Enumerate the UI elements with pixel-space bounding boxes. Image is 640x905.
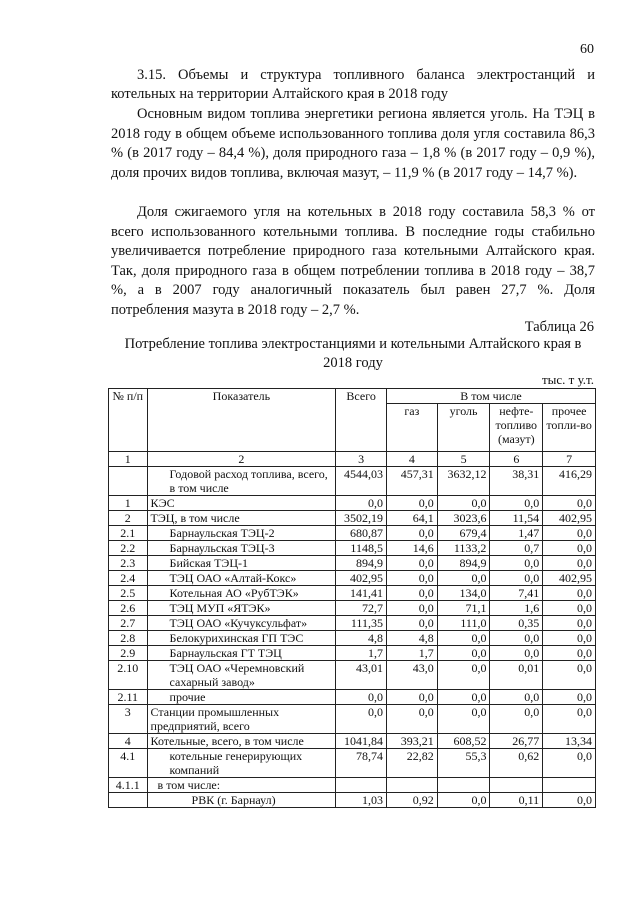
row-total: 0,0 <box>336 496 387 511</box>
table-row <box>109 778 596 793</box>
table-row <box>109 467 596 496</box>
row-other: 0,0 <box>543 616 596 631</box>
row-coal: 0,0 <box>437 793 490 808</box>
row-indicator: котельные генерирующих компаний <box>147 749 336 778</box>
row-num <box>109 793 148 808</box>
row-num: 2 <box>109 511 148 526</box>
header-oil: нефте-топливо (мазут) <box>490 404 543 452</box>
row-coal: 71,1 <box>437 601 490 616</box>
row-oil: 0,0 <box>490 496 543 511</box>
row-other: 402,95 <box>543 511 596 526</box>
row-oil <box>490 778 543 793</box>
table-body <box>109 467 596 808</box>
row-other: 0,0 <box>543 690 596 705</box>
row-gas: 0,0 <box>386 586 437 601</box>
table-row <box>109 586 596 601</box>
row-gas: 0,0 <box>386 571 437 586</box>
table-row <box>109 496 596 511</box>
row-total: 1148,5 <box>336 541 387 556</box>
row-oil: 1,47 <box>490 526 543 541</box>
row-other: 0,0 <box>543 601 596 616</box>
table-units: тыс. т у.т. <box>541 372 594 387</box>
table-row <box>109 601 596 616</box>
row-coal: 0,0 <box>437 631 490 646</box>
row-other: 0,0 <box>543 646 596 661</box>
row-num: 2.9 <box>109 646 148 661</box>
table-row <box>109 556 596 571</box>
row-oil: 11,54 <box>490 511 543 526</box>
row-oil: 0,62 <box>490 749 543 778</box>
row-num: 2.10 <box>109 661 148 690</box>
row-num <box>109 467 148 496</box>
row-gas: 4,8 <box>386 631 437 646</box>
table-row <box>109 511 596 526</box>
row-other: 0,0 <box>543 705 596 734</box>
row-indicator: Годовой расход топлива, всего, в том числе <box>147 467 336 496</box>
paragraph-2: Доля сжигаемого угля на котельных в 2018 году составила 58,3 % от всего использованного котельными топлива. В последние годы стабильно увеличивается потребление природного газа котельными Алтайского края. Так, доля природного газа в общем потреблении топлива в 2018 году – 38,7 %, а в 2007 году аналогичный показатель был равен 27,7 %. Доля потребления мазута в 2018 году – 2,7 %. <box>111 204 595 318</box>
table-row <box>109 690 596 705</box>
row-coal: 679,4 <box>437 526 490 541</box>
row-other: 402,95 <box>543 571 596 586</box>
table-label: Таблица 26 <box>524 319 594 335</box>
row-oil: 7,41 <box>490 586 543 601</box>
col-number: 2 <box>147 452 336 467</box>
table-title: Потребление топлива электростанциями и котельными Алтайского края в 2018 году <box>124 336 582 371</box>
table-row <box>109 526 596 541</box>
row-gas: 14,6 <box>386 541 437 556</box>
row-indicator: прочие <box>147 690 336 705</box>
row-indicator: Бийская ТЭЦ-1 <box>147 556 336 571</box>
row-indicator: в том числе: <box>147 778 336 793</box>
row-indicator: КЭС <box>147 496 336 511</box>
row-indicator: РВК (г. Барнаул) <box>147 793 336 808</box>
row-indicator: ТЭЦ ОАО «Алтай-Кокс» <box>147 571 336 586</box>
table-row <box>109 571 596 586</box>
row-total: 1,03 <box>336 793 387 808</box>
row-gas: 0,92 <box>386 793 437 808</box>
row-coal: 0,0 <box>437 496 490 511</box>
row-num: 3 <box>109 705 148 734</box>
row-coal: 1133,2 <box>437 541 490 556</box>
table-row <box>109 661 596 690</box>
table-row <box>109 749 596 778</box>
row-oil: 0,0 <box>490 631 543 646</box>
header-num: № п/п <box>109 389 148 452</box>
header-coal: уголь <box>437 404 490 452</box>
table-row <box>109 631 596 646</box>
table-row <box>109 734 596 749</box>
row-indicator: ТЭЦ ОАО «Кучуксульфат» <box>147 616 336 631</box>
col-number: 5 <box>437 452 490 467</box>
row-oil: 0,0 <box>490 646 543 661</box>
col-number: 7 <box>543 452 596 467</box>
row-other: 0,0 <box>543 586 596 601</box>
row-other: 416,29 <box>543 467 596 496</box>
row-coal: 894,9 <box>437 556 490 571</box>
row-indicator: ТЭЦ МУП «ЯТЭК» <box>147 601 336 616</box>
row-gas: 64,1 <box>386 511 437 526</box>
row-total: 680,87 <box>336 526 387 541</box>
row-num: 4 <box>109 734 148 749</box>
row-other: 0,0 <box>543 541 596 556</box>
row-other: 13,34 <box>543 734 596 749</box>
row-oil: 26,77 <box>490 734 543 749</box>
table-row <box>109 541 596 556</box>
row-indicator: Барнаульская ГТ ТЭЦ <box>147 646 336 661</box>
row-total: 3502,19 <box>336 511 387 526</box>
row-other: 0,0 <box>543 749 596 778</box>
row-num: 2.6 <box>109 601 148 616</box>
row-num: 2.5 <box>109 586 148 601</box>
row-other: 0,0 <box>543 661 596 690</box>
row-num: 2.1 <box>109 526 148 541</box>
row-gas <box>386 778 437 793</box>
row-num: 2.4 <box>109 571 148 586</box>
row-gas: 457,31 <box>386 467 437 496</box>
col-number: 6 <box>490 452 543 467</box>
row-indicator: ТЭЦ ОАО «Черемновский сахарный завод» <box>147 661 336 690</box>
fuel-consumption-table <box>108 388 596 808</box>
row-num: 2.8 <box>109 631 148 646</box>
row-total: 4544,03 <box>336 467 387 496</box>
row-oil: 0,11 <box>490 793 543 808</box>
row-num: 2.2 <box>109 541 148 556</box>
row-num: 2.11 <box>109 690 148 705</box>
row-total <box>336 778 387 793</box>
header-indicator: Показатель <box>147 389 336 452</box>
row-other: 0,0 <box>543 526 596 541</box>
row-oil: 0,01 <box>490 661 543 690</box>
header-other: прочее топли-во <box>543 404 596 452</box>
row-oil: 0,0 <box>490 571 543 586</box>
table-row <box>109 705 596 734</box>
section-heading: 3.15. Объемы и структура топливного баланса электростанций и котельных на территории Алтайского края в 2018 году <box>111 67 595 102</box>
row-total: 0,0 <box>336 705 387 734</box>
row-coal: 0,0 <box>437 705 490 734</box>
row-oil: 0,0 <box>490 705 543 734</box>
row-oil: 1,6 <box>490 601 543 616</box>
row-num: 4.1.1 <box>109 778 148 793</box>
row-indicator: Белокурихинская ГП ТЭС <box>147 631 336 646</box>
row-total: 4,8 <box>336 631 387 646</box>
row-total: 1041,84 <box>336 734 387 749</box>
row-total: 78,74 <box>336 749 387 778</box>
row-coal: 134,0 <box>437 586 490 601</box>
row-gas: 0,0 <box>386 526 437 541</box>
row-coal <box>437 778 490 793</box>
row-oil: 0,7 <box>490 541 543 556</box>
row-coal: 3023,6 <box>437 511 490 526</box>
row-oil: 0,0 <box>490 690 543 705</box>
row-indicator: ТЭЦ, в том числе <box>147 511 336 526</box>
col-number: 3 <box>336 452 387 467</box>
row-oil: 0,35 <box>490 616 543 631</box>
row-indicator: Котельная АО «РубТЭК» <box>147 586 336 601</box>
row-gas: 0,0 <box>386 556 437 571</box>
row-num: 1 <box>109 496 148 511</box>
row-coal: 608,52 <box>437 734 490 749</box>
paragraph-1: Основным видом топлива энергетики региона является уголь. На ТЭЦ в 2018 году в общем объеме использованного топлива доля угля составила 86,3 % (в 2017 году – 84,4 %), доля природного газа – 1,8 % (в 2017 году – 0,9 %), доля прочих видов топлива, включая мазут, – 11,9 % (в 2017 году – 14,7 %). <box>111 106 595 181</box>
row-other: 0,0 <box>543 556 596 571</box>
row-num: 4.1 <box>109 749 148 778</box>
row-indicator: Барнаульская ТЭЦ-2 <box>147 526 336 541</box>
row-indicator: Барнаульская ТЭЦ-3 <box>147 541 336 556</box>
row-indicator: Станции промышленных предприятий, всего <box>147 705 336 734</box>
table-row <box>109 793 596 808</box>
col-number: 4 <box>386 452 437 467</box>
page-number: 60 <box>580 42 594 57</box>
header-total: Всего <box>336 389 387 452</box>
row-gas: 393,21 <box>386 734 437 749</box>
row-gas: 0,0 <box>386 496 437 511</box>
row-other: 0,0 <box>543 496 596 511</box>
row-total: 141,41 <box>336 586 387 601</box>
row-other: 0,0 <box>543 631 596 646</box>
row-coal: 0,0 <box>437 661 490 690</box>
table-row <box>109 646 596 661</box>
row-gas: 0,0 <box>386 601 437 616</box>
row-total: 111,35 <box>336 616 387 631</box>
row-gas: 43,0 <box>386 661 437 690</box>
row-gas: 22,82 <box>386 749 437 778</box>
row-total: 72,7 <box>336 601 387 616</box>
row-oil: 38,31 <box>490 467 543 496</box>
row-coal: 55,3 <box>437 749 490 778</box>
row-num: 2.3 <box>109 556 148 571</box>
table-header-row <box>109 389 596 404</box>
row-total: 43,01 <box>336 661 387 690</box>
header-incl: В том числе <box>386 389 595 404</box>
row-indicator: Котельные, всего, в том числе <box>147 734 336 749</box>
row-coal: 3632,12 <box>437 467 490 496</box>
table-row <box>109 616 596 631</box>
row-num: 2.7 <box>109 616 148 631</box>
row-gas: 0,0 <box>386 690 437 705</box>
row-gas: 0,0 <box>386 616 437 631</box>
row-total: 402,95 <box>336 571 387 586</box>
row-coal: 0,0 <box>437 646 490 661</box>
row-oil: 0,0 <box>490 556 543 571</box>
row-other: 0,0 <box>543 793 596 808</box>
row-total: 1,7 <box>336 646 387 661</box>
row-coal: 111,0 <box>437 616 490 631</box>
row-gas: 0,0 <box>386 705 437 734</box>
row-total: 0,0 <box>336 690 387 705</box>
col-number: 1 <box>109 452 148 467</box>
row-total: 894,9 <box>336 556 387 571</box>
row-coal: 0,0 <box>437 690 490 705</box>
row-other <box>543 778 596 793</box>
column-number-row <box>109 452 596 467</box>
row-coal: 0,0 <box>437 571 490 586</box>
header-gas: газ <box>386 404 437 452</box>
row-gas: 1,7 <box>386 646 437 661</box>
